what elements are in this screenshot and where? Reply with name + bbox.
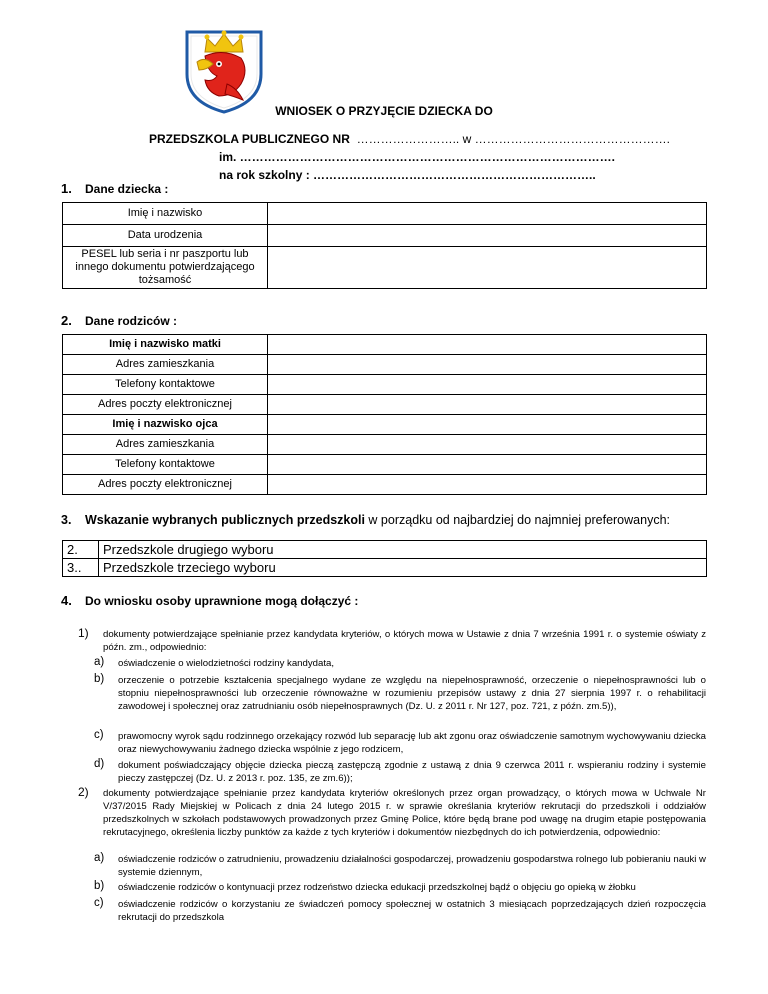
header-line-3: na rok szkolny : ……………………………………………………………..	[219, 168, 596, 182]
attachment-sub-text: oświadczenie rodziców o kontynuacji przez rodzeństwo dziecka edukacji przedszkolnej bądź o objęciu go opieką w żłobku	[118, 882, 636, 893]
attachment-sub-number: a)	[94, 656, 105, 668]
father-name-field[interactable]	[268, 415, 707, 435]
child-birthdate-field[interactable]	[268, 225, 707, 247]
preference-label[interactable]: Przedszkole trzeciego wyboru	[99, 559, 707, 577]
attachment-sub-number: a)	[94, 852, 105, 864]
mother-email-field[interactable]	[268, 395, 707, 415]
mother-name-label: Imię i nazwisko matki	[63, 335, 268, 355]
child-pesel-field[interactable]	[268, 247, 707, 289]
attachment-item-number: 1)	[78, 626, 89, 640]
father-name-label: Imię i nazwisko ojca	[63, 415, 268, 435]
mother-phone-field[interactable]	[268, 375, 707, 395]
father-address-label: Adres zamieszkania	[63, 435, 268, 455]
section-1-heading: 1. Dane dziecka :	[61, 181, 169, 196]
mother-address-label: Adres zamieszkania	[63, 355, 268, 375]
preferred-kindergartens-table	[62, 540, 707, 577]
document-title: WNIOSEK O PRZYJĘCIE DZIECKA DO	[275, 104, 493, 118]
mother-email-label: Adres poczty elektronicznej	[63, 395, 268, 415]
section-3-heading: 3. Wskazanie wybranych publicznych przedszkoli w porządku od najbardziej do najmniej preferowanych:	[61, 513, 670, 527]
father-phone-field[interactable]	[268, 455, 707, 475]
attachment-sub-number: d)	[94, 758, 105, 770]
attachment-item-text: dokumenty potwierdzające spełnianie przez kandydata kryteriów określonych przez organ prowadzący, o których mowa w Uchwale Nr V/37/2015 Rady Miejskiej w Policach z dnia 24 lutego 2015 r. w sprawie określania kryteriów rekrutacji do przedszkoli i oddziałów przedszkolnych w szkołach podstawowych prowadzonych przez Gminę Police, które będą brane pod uwagę na drugim etapie postępowania rekrutacyjnego, określenia liczby punktów za każde z tych kryteriów i dokumentów niezbędnych do ich potwierdzenia, odpowiednio:	[103, 788, 706, 838]
preference-number: 2.	[63, 541, 99, 559]
preference-row	[63, 541, 707, 559]
coat-of-arms-logo	[183, 22, 265, 114]
attachment-item-text: dokumenty potwierdzające spełnianie przez kandydata kryteriów, o których mowa w Ustawie z dnia 7 września 1991 r. o systemie oświaty z późn. zm., odpowiednio:	[103, 629, 706, 653]
child-name-label: Imię i nazwisko	[63, 203, 268, 225]
attachment-sub-text: oświadczenie rodziców o korzystaniu ze świadczeń pomocy społecznej w ostatnich 3 miesiącach poprzedzających dzień rozpoczęcia rekrutacji do przedszkola	[118, 899, 706, 923]
preference-label[interactable]: Przedszkole drugiego wyboru	[99, 541, 707, 559]
preference-number: 3..	[63, 559, 99, 577]
attachment-sub-text: oświadczenie rodziców o zatrudnieniu, prowadzeniu działalności gospodarczej, prowadzeniu gospodarstwa rolnego lub pobieraniu nauki w systemie dziennym,	[118, 854, 706, 878]
attachment-item-number: 2)	[78, 785, 89, 799]
preference-row	[63, 559, 707, 577]
section-2-heading: 2. Dane rodziców :	[61, 313, 178, 328]
child-name-field[interactable]	[268, 203, 707, 225]
attachment-sub-number: c)	[94, 729, 104, 741]
father-email-field[interactable]	[268, 475, 707, 495]
attachment-sub-text: dokument poświadczający objęcie dziecka pieczą zastępczą zgodnie z ustawą z dnia 9 czerwca 2011 r. wspieraniu rodziny i systemie pieczy zastępczej (Dz. U. z 2013 r. poz. 135, ze zm.6));	[118, 760, 706, 784]
header-line-2: im. ………………………………………………………………………………….	[219, 150, 616, 164]
parents-data-table	[62, 334, 707, 495]
section-4-heading: 4. Do wniosku osoby uprawnione mogą dołączyć :	[61, 593, 359, 608]
child-birthdate-label: Data urodzenia	[63, 225, 268, 247]
attachment-sub-number: b)	[94, 880, 105, 892]
attachment-sub-number: c)	[94, 897, 104, 909]
child-data-table	[62, 202, 707, 289]
mother-name-field[interactable]	[268, 335, 707, 355]
mother-phone-label: Telefony kontaktowe	[63, 375, 268, 395]
father-address-field[interactable]	[268, 435, 707, 455]
attachment-sub-text: prawomocny wyrok sądu rodzinnego orzekający rozwód lub separację lub akt zgonu oraz oświadczenie samotnym wychowywaniu dziecka oraz niewychowywaniu żadnego dziecka wspólnie z jego rodzicem,	[118, 731, 706, 755]
father-phone-label: Telefony kontaktowe	[63, 455, 268, 475]
mother-address-field[interactable]	[268, 355, 707, 375]
attachment-sub-text: oświadczenie o wielodzietności rodziny kandydata,	[118, 658, 334, 669]
father-email-label: Adres poczty elektronicznej	[63, 475, 268, 495]
attachment-sub-text: orzeczenie o potrzebie kształcenia specjalnego wydane ze względu na niepełnosprawność, orzeczenie o niepełnosprawności lub o stopniu niepełnosprawności lub orzeczenie równoważne w rozumieniu przepisów ustawy z dnia 27 sierpnia 1997 r. o rehabilitacji zawodowej i społecznej oraz zatrudnianiu osób niepełnosprawnych (Dz. U. z 2011 r. Nr 127, poz. 721, z późn. zm.5)),	[118, 675, 706, 712]
child-pesel-label: PESEL lub seria i nr paszportu lub innego dokumentu potwierdzającego tożsamość	[63, 247, 268, 289]
attachment-sub-number: b)	[94, 673, 105, 685]
header-line-1: PRZEDSZKOLA PUBLICZNEGO NR …………………….. w ………………………………………….	[149, 132, 670, 146]
